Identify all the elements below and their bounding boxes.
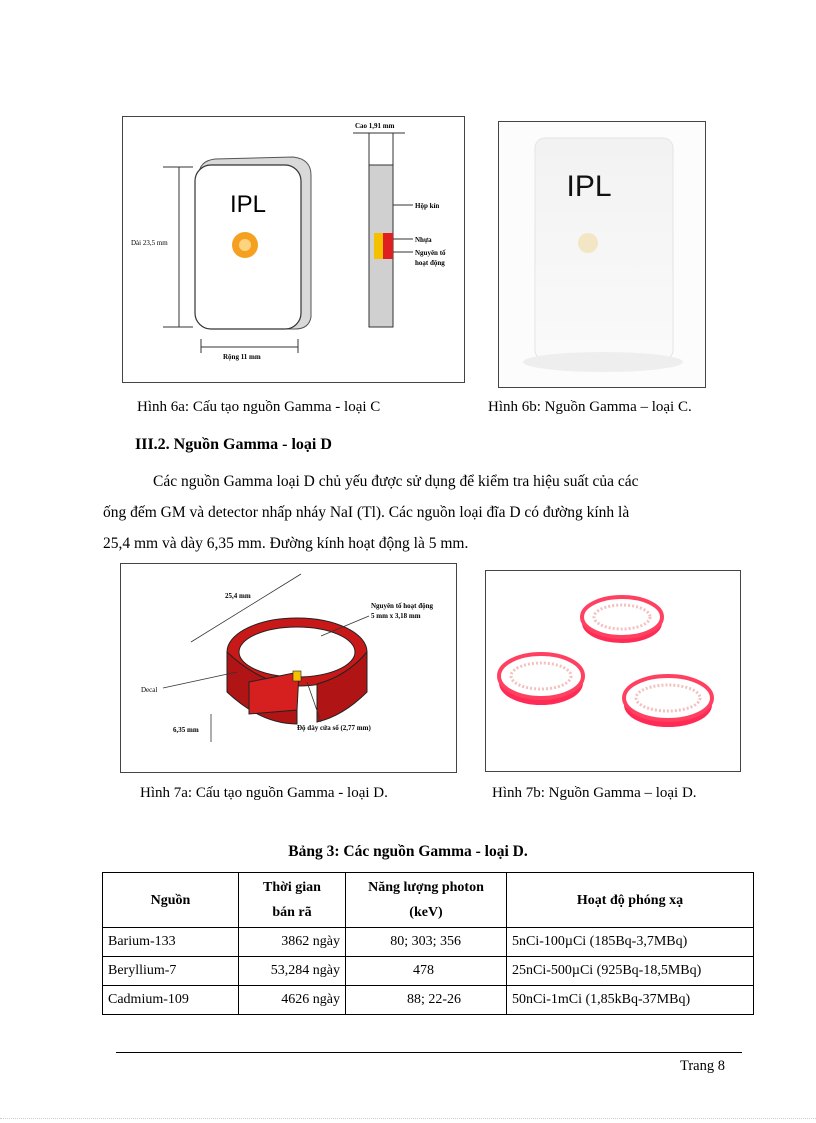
- cell-halflife: 53,284 ngày: [239, 957, 346, 986]
- table-header-row: [103, 873, 754, 928]
- cell-halflife: 3862 ngày: [239, 928, 346, 957]
- decal-label: Decal: [141, 686, 158, 694]
- disc-photo-1: [582, 597, 662, 643]
- table-row: [103, 957, 754, 986]
- page-edge: [0, 1118, 816, 1119]
- paragraph-line-2: ống đếm GM và detector nhấp nháy NaI (Tl). Các nguồn loại đĩa D có đường kính là: [103, 504, 630, 521]
- window-label: Độ dày cửa sổ (2,77 mm): [297, 724, 371, 732]
- card-reflection: [523, 352, 683, 372]
- table-title: Bảng 3: Các nguồn Gamma - loại D.: [288, 843, 528, 860]
- section-heading: III.2. Nguồn Gamma - loại D: [135, 436, 332, 453]
- header-source: Nguồn: [103, 873, 239, 928]
- cell-activity: 50nCi-1mCi (1,85kBq-37MBq): [507, 986, 754, 1015]
- active-element: [383, 233, 393, 259]
- body-paragraph: [103, 466, 739, 559]
- cell-energy: 478: [346, 957, 507, 986]
- height-label: Cao 1,91 mm: [355, 122, 395, 130]
- caption-6b: Hình 6b: Nguồn Gamma – loại C.: [488, 399, 692, 415]
- gamma-source-d-diagram: [121, 564, 456, 772]
- gamma-source-table: [102, 872, 754, 1015]
- cell-energy: 88; 22-26: [346, 986, 507, 1015]
- figure-6b: [498, 121, 706, 388]
- cell-activity: 25nCi-500µCi (925Bq-18,5MBq): [507, 957, 754, 986]
- figure-6a: [122, 116, 465, 383]
- gamma-source-c-diagram: [123, 117, 464, 382]
- cell-halflife: 4626 ngày: [239, 986, 346, 1015]
- caption-6a: Hình 6a: Cấu tạo nguồn Gamma - loại C: [137, 399, 381, 415]
- disc-photo-2: [499, 654, 583, 705]
- gamma-source-d-photo: [486, 571, 740, 771]
- width-label: Rộng 11 mm: [223, 353, 261, 361]
- ipl-logo-photo: IPL: [566, 170, 612, 203]
- caption-7a: Hình 7a: Cấu tạo nguồn Gamma - loại D.: [140, 785, 388, 801]
- case-label: Hộp kín: [415, 202, 440, 210]
- figure-7b: [485, 570, 741, 772]
- plastic-layer: [374, 233, 383, 259]
- caption-7b: Hình 7b: Nguồn Gamma – loại D.: [492, 785, 697, 801]
- active-spot-photo: [578, 233, 598, 253]
- gamma-source-c-photo: [499, 122, 705, 387]
- table-row: [103, 928, 754, 957]
- active-element: [293, 671, 301, 681]
- footer-rule: [116, 1052, 742, 1053]
- header-energy: Năng lượng photon (keV): [346, 873, 507, 928]
- plastic-label: Nhựa: [415, 236, 432, 244]
- cell-source: Beryllium-7: [103, 957, 239, 986]
- table-row: [103, 986, 754, 1015]
- element-label-2: hoạt động: [415, 259, 445, 267]
- paragraph-line-3: 25,4 mm và dày 6,35 mm. Đường kính hoạt động là 5 mm.: [103, 535, 469, 552]
- ipl-logo: IPL: [229, 191, 267, 218]
- header-halflife: Thời gian bán rã: [239, 873, 346, 928]
- thickness-label: 6,35 mm: [173, 726, 199, 734]
- header-activity: Hoạt độ phóng xạ: [507, 873, 754, 928]
- paragraph-line-1: Các nguồn Gamma loại D chủ yếu được sử dụng để kiểm tra hiệu suất của các: [153, 473, 639, 490]
- diameter-label: 25,4 mm: [225, 592, 251, 600]
- element-size-label: 5 mm x 3,18 mm: [371, 612, 421, 620]
- cell-source: Cadmium-109: [103, 986, 239, 1015]
- element-label: Nguyên tố hoạt động: [371, 602, 434, 610]
- disc-photo-3: [624, 676, 712, 727]
- cell-source: Barium-133: [103, 928, 239, 957]
- page-number: Trang 8: [680, 1058, 725, 1074]
- element-label-1: Nguyên tố: [415, 249, 446, 257]
- cell-energy: 80; 303; 356: [346, 928, 507, 957]
- figure-7a: [120, 563, 457, 773]
- length-label: Dài 23,5 mm: [131, 239, 168, 247]
- cell-activity: 5nCi-100µCi (185Bq-3,7MBq): [507, 928, 754, 957]
